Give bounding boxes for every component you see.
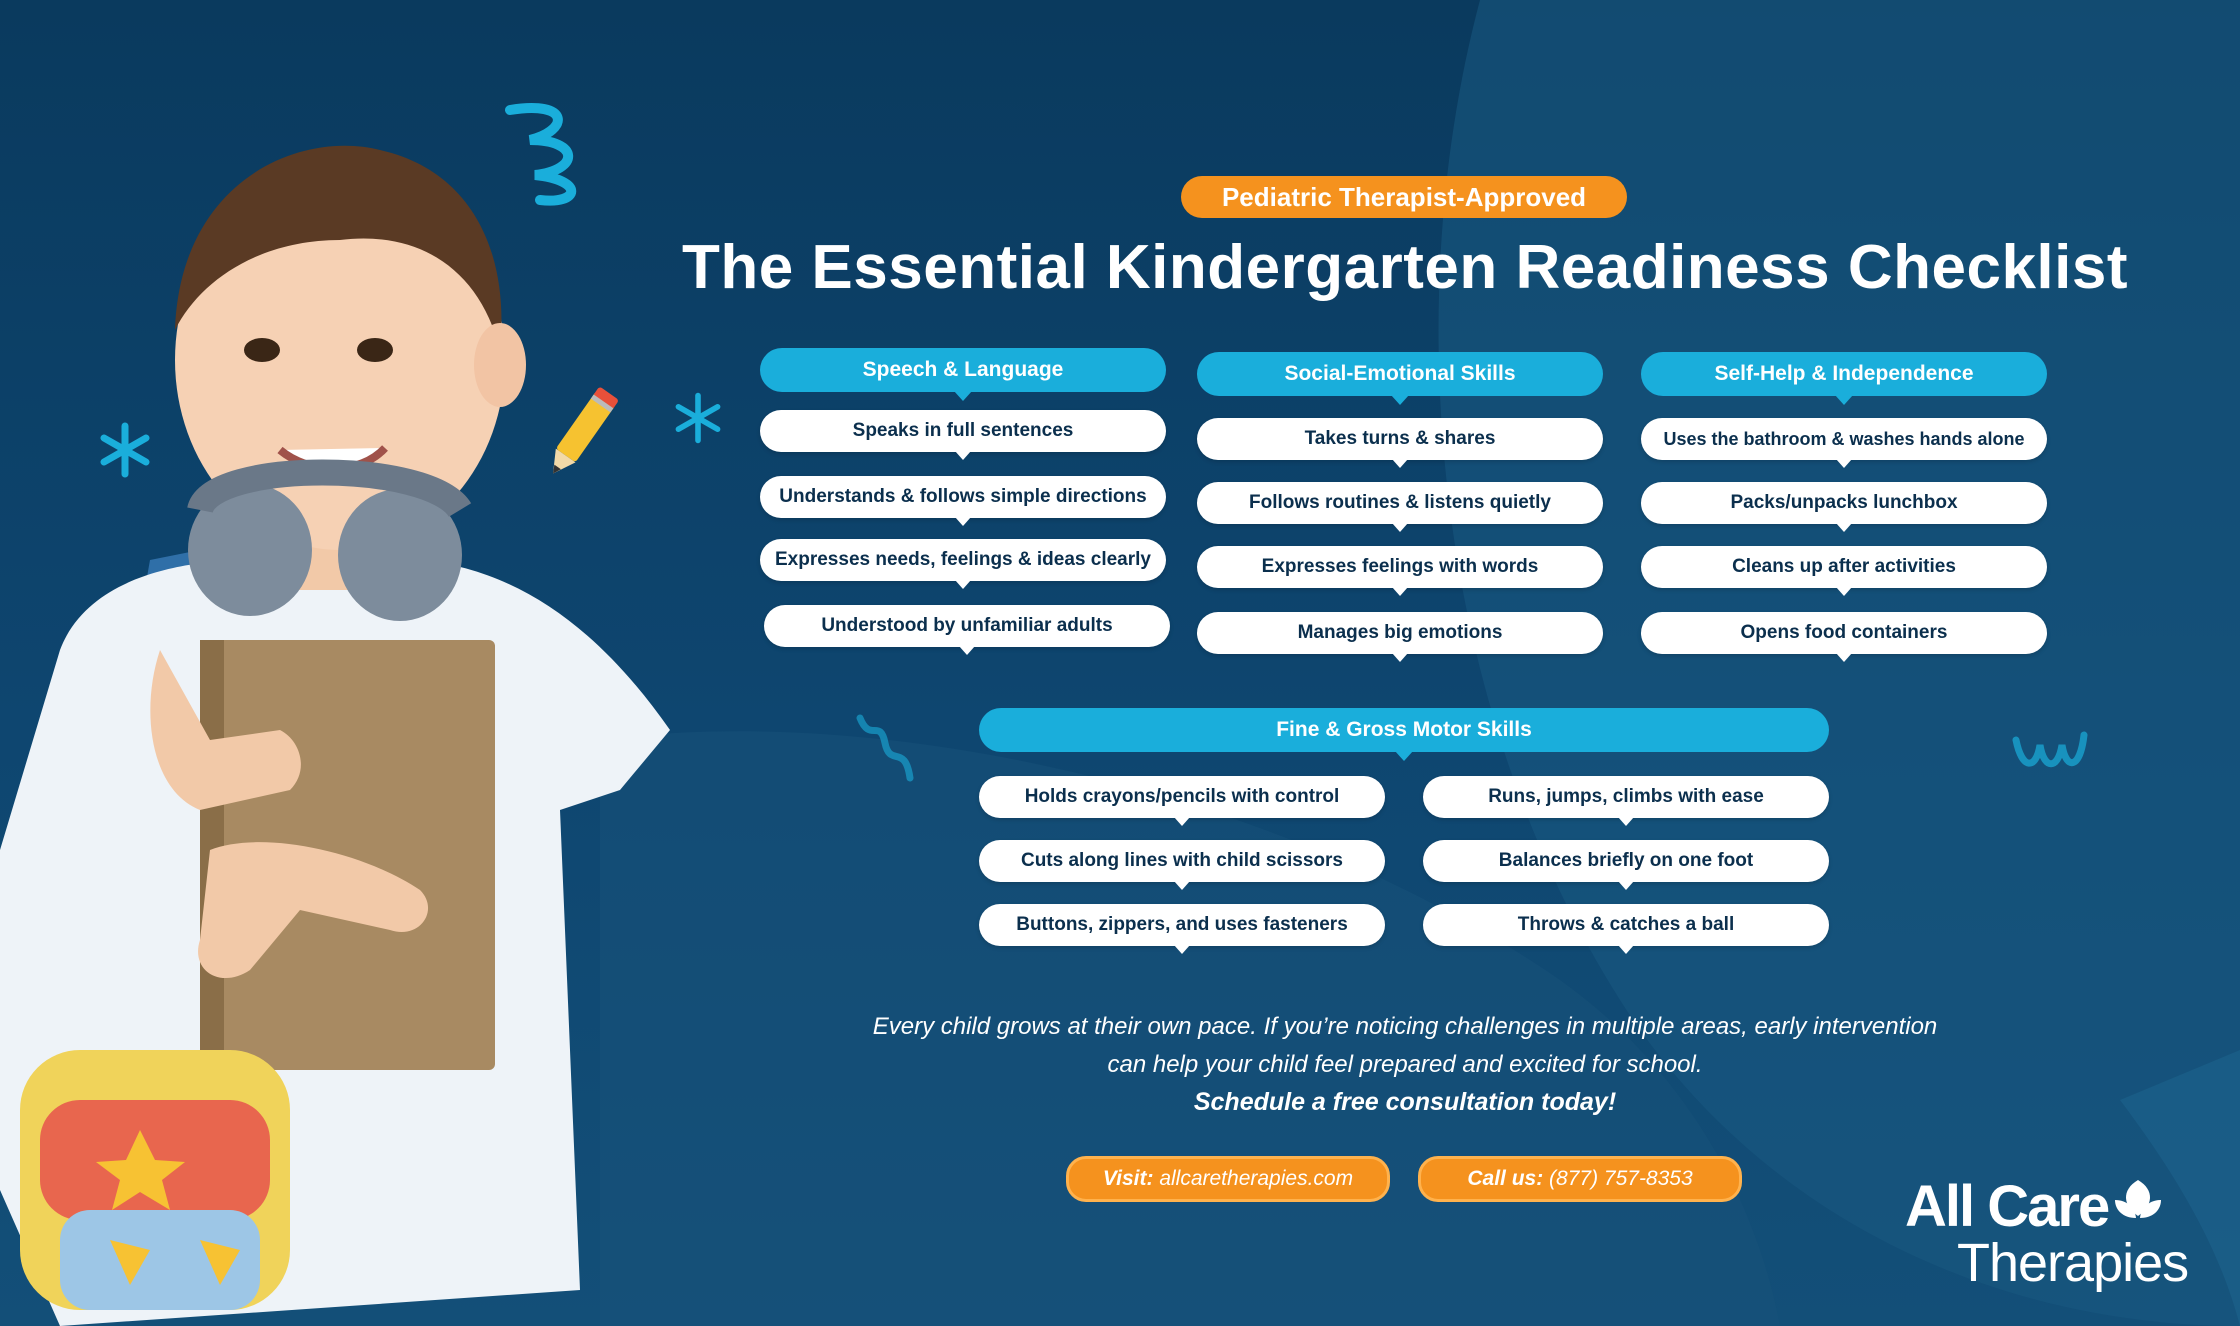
category-heading-speech: Speech & Language — [760, 348, 1166, 392]
checklist-item: Takes turns & shares — [1197, 418, 1603, 460]
child-with-book-illustration — [0, 90, 690, 1326]
checklist-item: Throws & catches a ball — [1423, 904, 1829, 946]
therapist-approved-badge: Pediatric Therapist-Approved — [1181, 176, 1627, 218]
call-label: Call us: — [1467, 1167, 1544, 1190]
checklist-item: Cuts along lines with child scissors — [979, 840, 1385, 882]
leaf-icon — [2113, 1176, 2163, 1220]
wave-doodle-icon — [850, 708, 920, 788]
checklist-item: Runs, jumps, climbs with ease — [1423, 776, 1829, 818]
category-heading-social-emotional: Social-Emotional Skills — [1197, 352, 1603, 396]
consultation-cta: Schedule a free consultation today! — [1193, 1088, 1617, 1116]
category-heading-self-help: Self-Help & Independence — [1641, 352, 2047, 396]
checklist-item: Buttons, zippers, and uses fasteners — [979, 904, 1385, 946]
checklist-item: Speaks in full sentences — [760, 410, 1166, 452]
message-line-1: Every child grows at their own pace. If you’re noticing challenges in multiple areas, early intervention — [872, 1013, 1938, 1040]
checklist-item: Packs/unpacks lunchbox — [1641, 482, 2047, 524]
visit-label: Visit: — [1102, 1167, 1154, 1190]
checklist-item: Cleans up after activities — [1641, 546, 2047, 588]
checklist-item: Expresses needs, feelings & ideas clearly — [760, 539, 1166, 581]
wave-doodle-icon — [2010, 720, 2090, 780]
intervention-message — [760, 1008, 2050, 1084]
checklist-item: Follows routines & listens quietly — [1197, 482, 1603, 524]
checklist-item: Understands & follows simple directions — [760, 476, 1166, 518]
page-title: The Essential Kindergarten Readiness Checklist — [681, 233, 2129, 302]
call-us-button[interactable] — [1418, 1156, 1742, 1202]
checklist-item: Understood by unfamiliar adults — [764, 605, 1170, 647]
visit-url: allcaretherapies.com — [1159, 1167, 1354, 1190]
checklist-item: Holds crayons/pencils with control — [979, 776, 1385, 818]
visit-website-button[interactable] — [1066, 1156, 1390, 1202]
category-heading-motor: Fine & Gross Motor Skills — [979, 708, 1829, 752]
message-line-2: can help your child feel prepared and excited for school. — [1107, 1051, 1703, 1078]
checklist-item: Balances briefly on one foot — [1423, 840, 1829, 882]
logo-line-2: Therapies — [1957, 1233, 2189, 1293]
checklist-item: Expresses feelings with words — [1197, 546, 1603, 588]
call-number: (877) 757-8353 — [1549, 1167, 1693, 1190]
logo-line-1: All Care — [1905, 1174, 2109, 1239]
all-care-therapies-logo — [1905, 1174, 2189, 1293]
checklist-item: Manages big emotions — [1197, 612, 1603, 654]
checklist-item: Uses the bathroom & washes hands alone — [1641, 418, 2047, 460]
checklist-item: Opens food containers — [1641, 612, 2047, 654]
